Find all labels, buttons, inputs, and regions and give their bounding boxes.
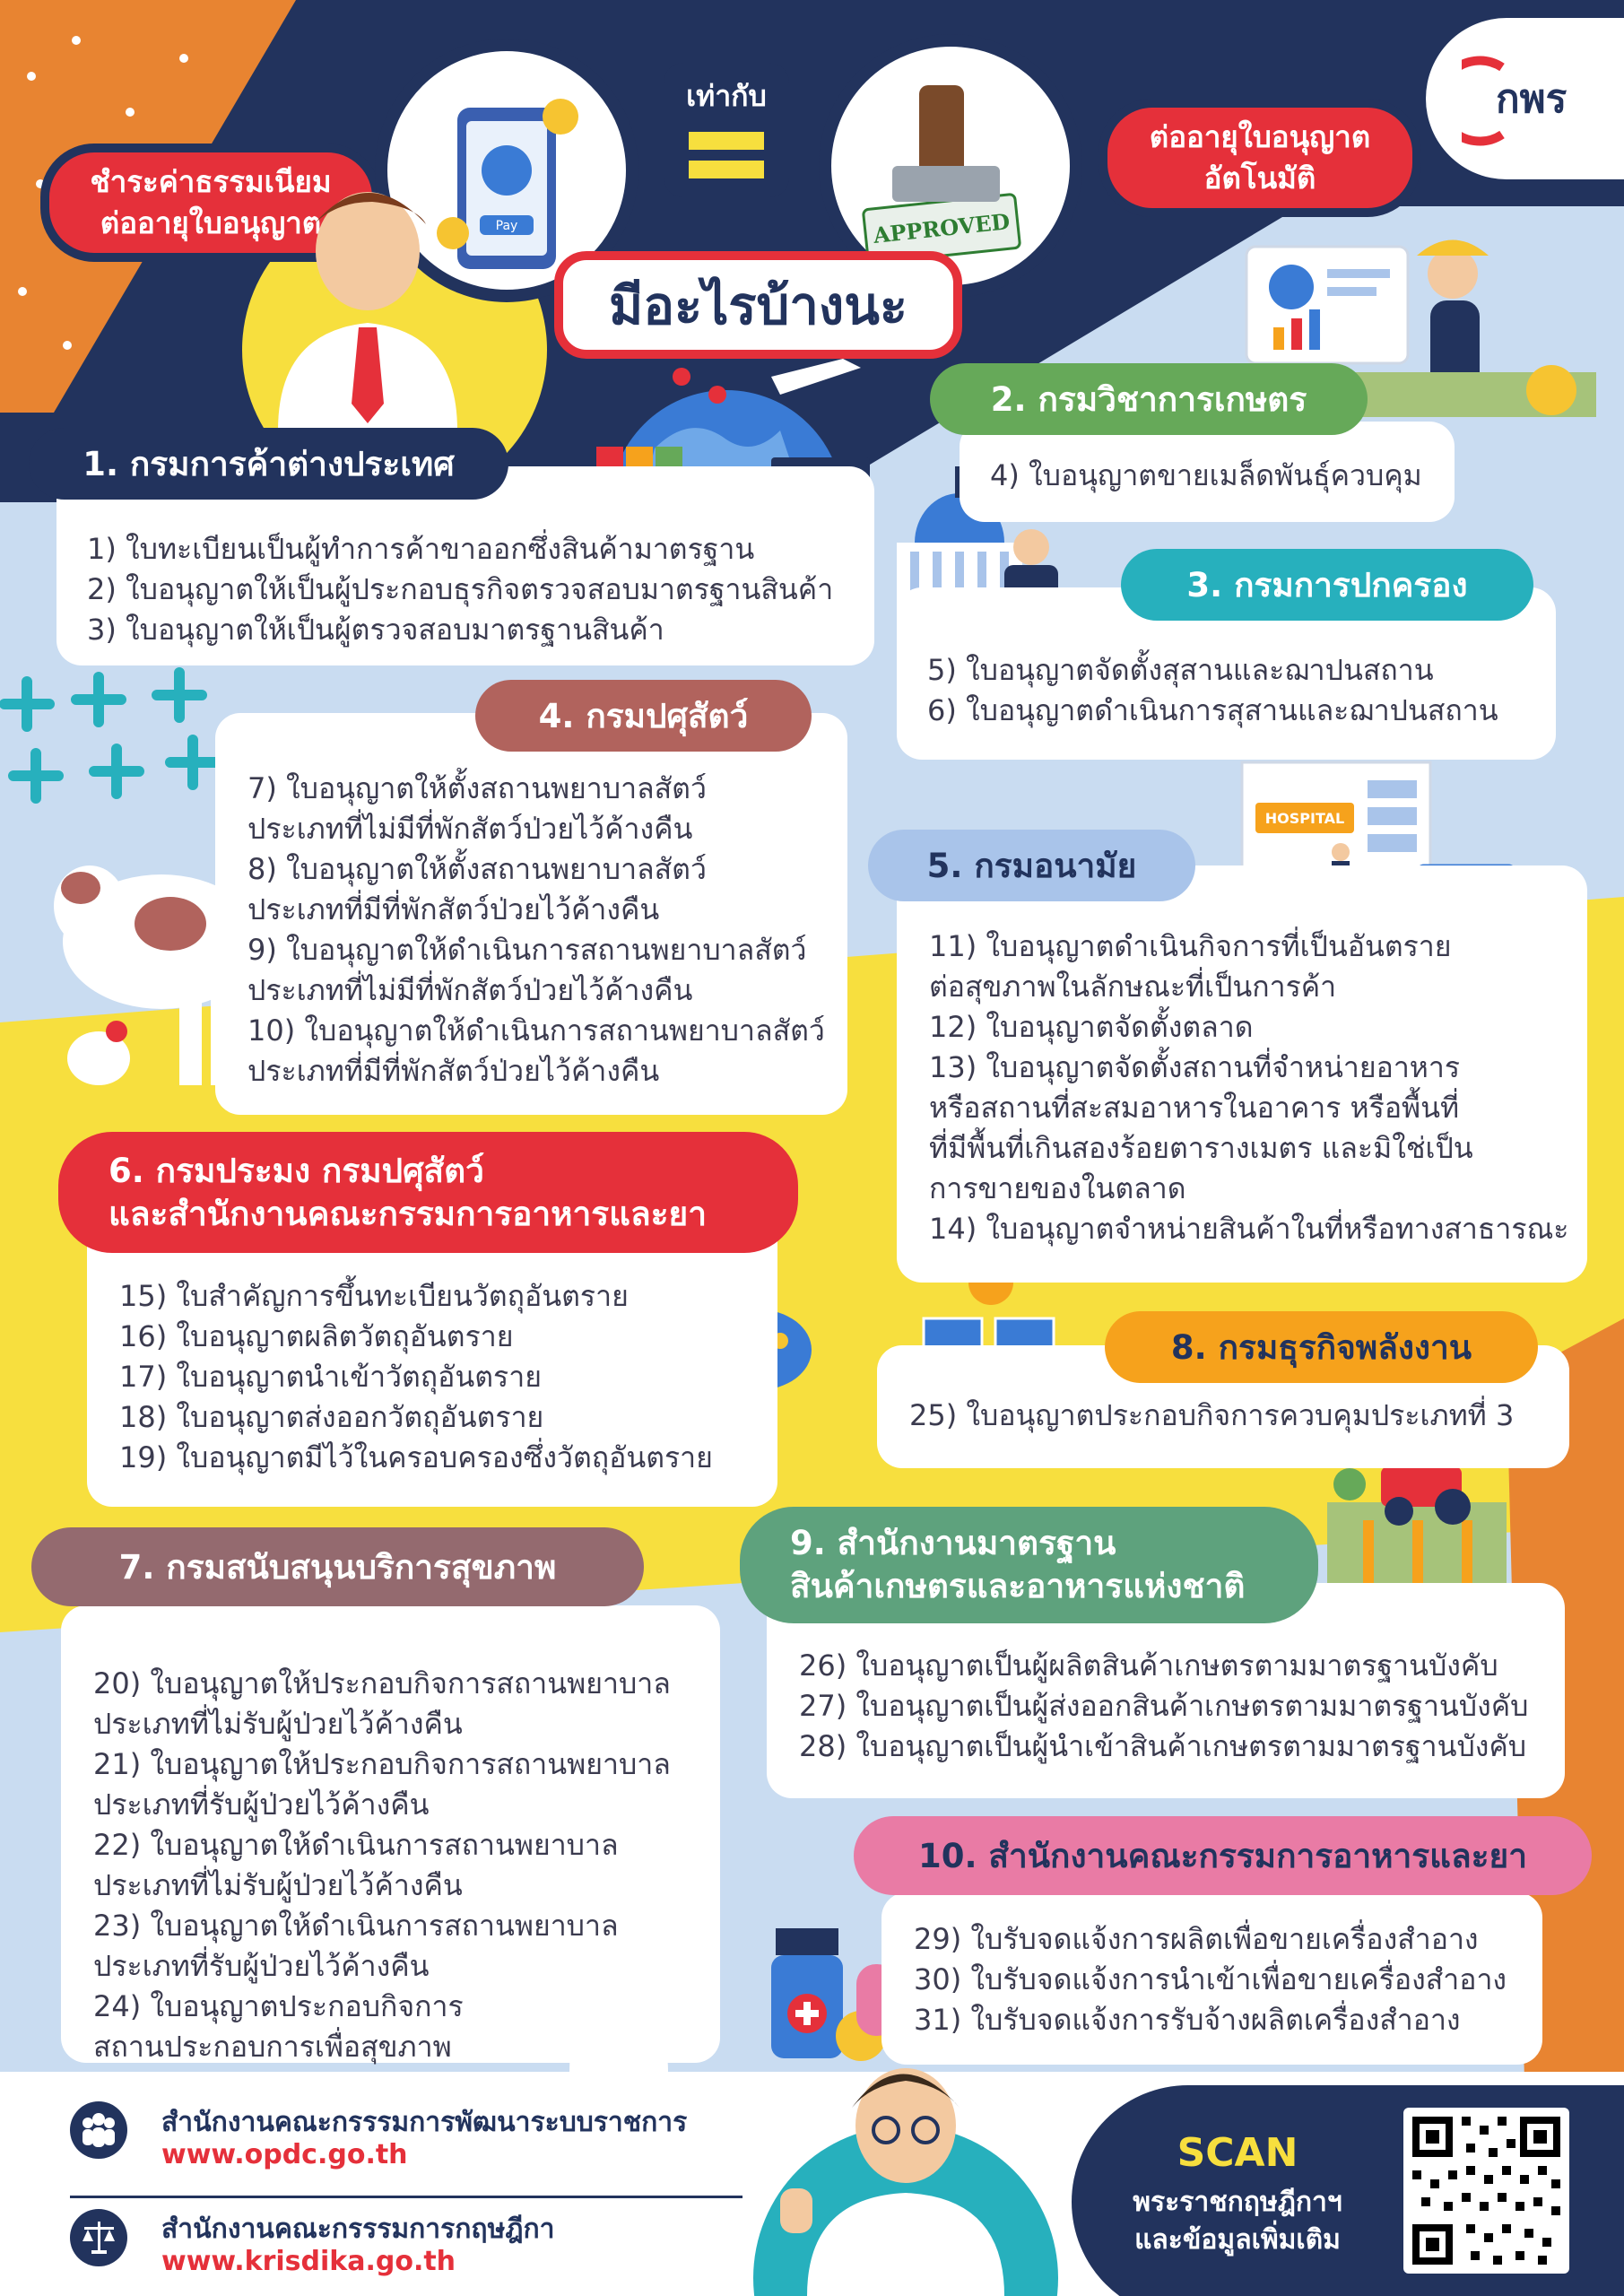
thumbs-up-man-illustration bbox=[744, 2054, 1067, 2296]
opdc-logo-icon bbox=[1462, 49, 1587, 148]
list-item: 16) ใบอนุญาตผลิตวัตถุอันตราย bbox=[119, 1319, 514, 1353]
decor-dot bbox=[126, 108, 135, 117]
decor-dot bbox=[63, 341, 72, 350]
approved-stamp-text: APPROVED bbox=[872, 208, 1012, 248]
scan-description: พระราชกฤษฎีกาฯ และข้อมูลเพิ่มเติม bbox=[1133, 2187, 1342, 2256]
hospital-sign-text: HOSPITAL bbox=[1264, 810, 1345, 827]
list-item: 8) ใบอนุญาตให้ตั้งสถานพยาบาลสัตว์ ประเภทที่มีที่พักสัตว์ป่วยไว้ค้างคืน bbox=[248, 852, 707, 926]
section-6-card bbox=[87, 1215, 777, 1507]
businessman-illustration bbox=[242, 179, 529, 430]
list-item: 1) ใบทะเบียนเป็นผู้ทำการค้าขาออกซึ่งสินค้ามาตรฐาน bbox=[87, 532, 755, 566]
section-6-title: 6. กรมประมง กรมปศุสัตว์ และสำนักงานคณะกรรมการอาหารและยา bbox=[58, 1132, 798, 1253]
list-item: 14) ใบอนุญาตจำหน่ายสินค้าในที่หรือทางสาธารณะ bbox=[929, 1212, 1569, 1246]
section-2-card bbox=[960, 422, 1455, 522]
section-2-title: 2. กรมวิชาการเกษตร bbox=[930, 363, 1368, 435]
section-9-items bbox=[799, 1646, 1547, 1767]
list-item: 3) ใบอนุญาตให้เป็นผู้ตรวจสอบมาตรฐานสินค้า bbox=[87, 613, 664, 647]
section-7-items bbox=[93, 1664, 702, 2067]
qr-code-icon[interactable] bbox=[1403, 2108, 1569, 2274]
list-item: 22) ใบอนุญาตให้ดำเนินการสถานพยาบาล ประเภทที่ไม่รับผู้ป่วยไว้ค้างคืน bbox=[93, 1828, 619, 1902]
list-item: 6) ใบอนุญาตดำเนินการสุสานและฌาปนสถาน bbox=[927, 693, 1498, 727]
decor-dot bbox=[27, 72, 36, 81]
equals-bar-top bbox=[689, 132, 764, 150]
scan-label: SCAN bbox=[1177, 2130, 1298, 2176]
section-6-items bbox=[119, 1276, 760, 1478]
list-item: 30) ใบรับจดแจ้งการนำเข้าเพื่อขายเครื่องสำอาง bbox=[914, 1962, 1507, 1996]
section-1-title: 1. กรมการค้าต่างประเทศ bbox=[29, 428, 508, 500]
list-item: 7) ใบอนุญาตให้ตั้งสถานพยาบาลสัตว์ ประเภทที่ไม่มีที่พักสัตว์ป่วยไว้ค้างคืน bbox=[248, 771, 707, 846]
section-4-items bbox=[248, 769, 829, 1091]
list-item: 28) ใบอนุญาตเป็นผู้นำเข้าสินค้าเกษตรตามมาตรฐานบังคับ bbox=[799, 1729, 1527, 1763]
list-item: 23) ใบอนุญาตให้ดำเนินการสถานพยาบาล ประเภทที่รับผู้ป่วยไว้ค้างคืน bbox=[93, 1909, 619, 1983]
section-5-title: 5. กรมอนามัย bbox=[868, 830, 1195, 901]
section-8-items bbox=[909, 1396, 1551, 1436]
cow-chicken-illustration bbox=[27, 834, 233, 1103]
pay-label: Pay bbox=[495, 219, 518, 233]
org1-url-link[interactable]: www.opdc.go.th bbox=[161, 2139, 408, 2170]
scan-panel bbox=[1072, 2085, 1624, 2296]
section-1-items bbox=[87, 529, 844, 650]
list-item: 10) ใบอนุญาตให้ดำเนินการสถานพยาบาลสัตว์ ประเภทที่มีที่พักสัตว์ป่วยไว้ค้างคืน bbox=[248, 1013, 825, 1088]
list-item: 21) ใบอนุญาตให้ประกอบกิจการสถานพยาบาล ประเภทที่รับผู้ป่วยไว้ค้างคืน bbox=[93, 1747, 671, 1822]
section-5-card bbox=[897, 865, 1587, 1283]
org2-name: สำนักงานคณะกรรรมการกฤษฎีกา bbox=[161, 2213, 555, 2245]
section-4-card bbox=[215, 713, 847, 1115]
scales-of-justice-icon bbox=[70, 2209, 127, 2266]
section-10-card bbox=[881, 1892, 1542, 2065]
list-item: 29) ใบรับจดแจ้งการผลิตเพื่อขายเครื่องสำอาง bbox=[914, 1922, 1479, 1956]
section-5-items bbox=[929, 926, 1569, 1249]
section-7-title: 7. กรมสนับสนุนบริการสุขภาพ bbox=[31, 1527, 644, 1606]
list-item: 18) ใบอนุญาตส่งออกวัตถุอันตราย bbox=[119, 1400, 544, 1434]
section-9-title: 9. สำนักงานมาตรฐาน สินค้าเกษตรและอาหารแห่งชาติ bbox=[740, 1507, 1318, 1623]
list-item: 4) ใบอนุญาตขายเมล็ดพันธุ์ควบคุม bbox=[990, 458, 1422, 492]
decor-dot bbox=[18, 287, 27, 296]
equals-box bbox=[664, 63, 789, 197]
logo-text: กพร bbox=[1496, 76, 1568, 122]
plus-signs-decoration bbox=[0, 664, 233, 816]
people-group-icon bbox=[70, 2101, 127, 2159]
list-item: 31) ใบรับจดแจ้งการรับจ้างผลิตเครื่องสำอาง bbox=[914, 2003, 1461, 2037]
section-10-items bbox=[914, 1919, 1524, 2040]
section-8-title: 8. กรมธุรกิจพลังงาน bbox=[1105, 1311, 1538, 1383]
list-item: 12) ใบอนุญาตจัดตั้งตลาด bbox=[929, 1010, 1254, 1044]
section-4-title: 4. กรมปศุสัตว์ bbox=[475, 680, 812, 752]
org2-url-link[interactable]: www.krisdika.go.th bbox=[161, 2246, 456, 2277]
list-item: 13) ใบอนุญาตจัดตั้งสถานที่จำหน่ายอาหาร หรือสถานที่สะสมอาหารในอาคาร หรือพื้นที่ ที่มีพื้นที่เกินสองร้อยตารางเมตร และมิใช่เป็น การขายของในตลาด bbox=[929, 1050, 1473, 1205]
section-3-title: 3. กรมการปกครอง bbox=[1121, 549, 1533, 621]
auto-renewal-banner: ต่ออายุใบอนุญาต อัตโนมัติ bbox=[1099, 99, 1421, 217]
list-item: 24) ใบอนุญาตประกอบกิจการ สถานประกอบการเพื่อสุขภาพ bbox=[93, 1989, 464, 2064]
logo-container bbox=[1426, 18, 1624, 179]
list-item: 5) ใบอนุญาตจัดตั้งสุสานและฌาปนสถาน bbox=[927, 653, 1434, 687]
question-banner: มีอะไรบ้างนะ bbox=[554, 251, 962, 359]
fee-renewal-banner: ชำระค่าธรรมเนียม ต่ออายุใบอนุญาต bbox=[40, 144, 381, 262]
decor-dot bbox=[179, 54, 188, 63]
equals-bar-bottom bbox=[689, 161, 764, 178]
list-item: 2) ใบอนุญาตให้เป็นผู้ประกอบธุรกิจตรวจสอบมาตรฐานสินค้า bbox=[87, 572, 834, 606]
list-item: 27) ใบอนุญาตเป็นผู้ส่งออกสินค้าเกษตรตามมาตรฐานบังคับ bbox=[799, 1689, 1529, 1723]
list-item: 25) ใบอนุญาตประกอบกิจการควบคุมประเภทที่ 3 bbox=[909, 1398, 1515, 1432]
list-item: 26) ใบอนุญาตเป็นผู้ผลิตสินค้าเกษตรตามมาตรฐานบังคับ bbox=[799, 1648, 1498, 1683]
footer-divider bbox=[70, 2196, 743, 2198]
org1-name: สำนักงานคณะกรรรมการพัฒนาระบบราชการ bbox=[161, 2107, 688, 2138]
equals-label: เท่ากับ bbox=[686, 79, 767, 113]
list-item: 17) ใบอนุญาตนำเข้าวัตถุอันตราย bbox=[119, 1360, 542, 1394]
section-10-title: 10. สำนักงานคณะกรรมการอาหารและยา bbox=[854, 1816, 1592, 1895]
list-item: 15) ใบสำคัญการขึ้นทะเบียนวัตถุอันตราย bbox=[119, 1279, 629, 1313]
list-item: 20) ใบอนุญาตให้ประกอบกิจการสถานพยาบาล ประเภทที่ไม่รับผู้ป่วยไว้ค้างคืน bbox=[93, 1666, 671, 1741]
section-2-items bbox=[990, 456, 1424, 496]
list-item: 9) ใบอนุญาตให้ดำเนินการสถานพยาบาลสัตว์ ประเภทที่ไม่มีที่พักสัตว์ป่วยไว้ค้างคืน bbox=[248, 933, 807, 1007]
decor-dot bbox=[72, 36, 81, 45]
section-3-items bbox=[927, 650, 1525, 731]
list-item: 11) ใบอนุญาตดำเนินกิจการที่เป็นอันตราย ต่อสุขภาพในลักษณะที่เป็นการค้า bbox=[929, 929, 1452, 1004]
section-7-card bbox=[61, 1605, 720, 2063]
list-item: 19) ใบอนุญาตมีไว้ในครอบครองซึ่งวัตถุอันตราย bbox=[119, 1440, 713, 1474]
